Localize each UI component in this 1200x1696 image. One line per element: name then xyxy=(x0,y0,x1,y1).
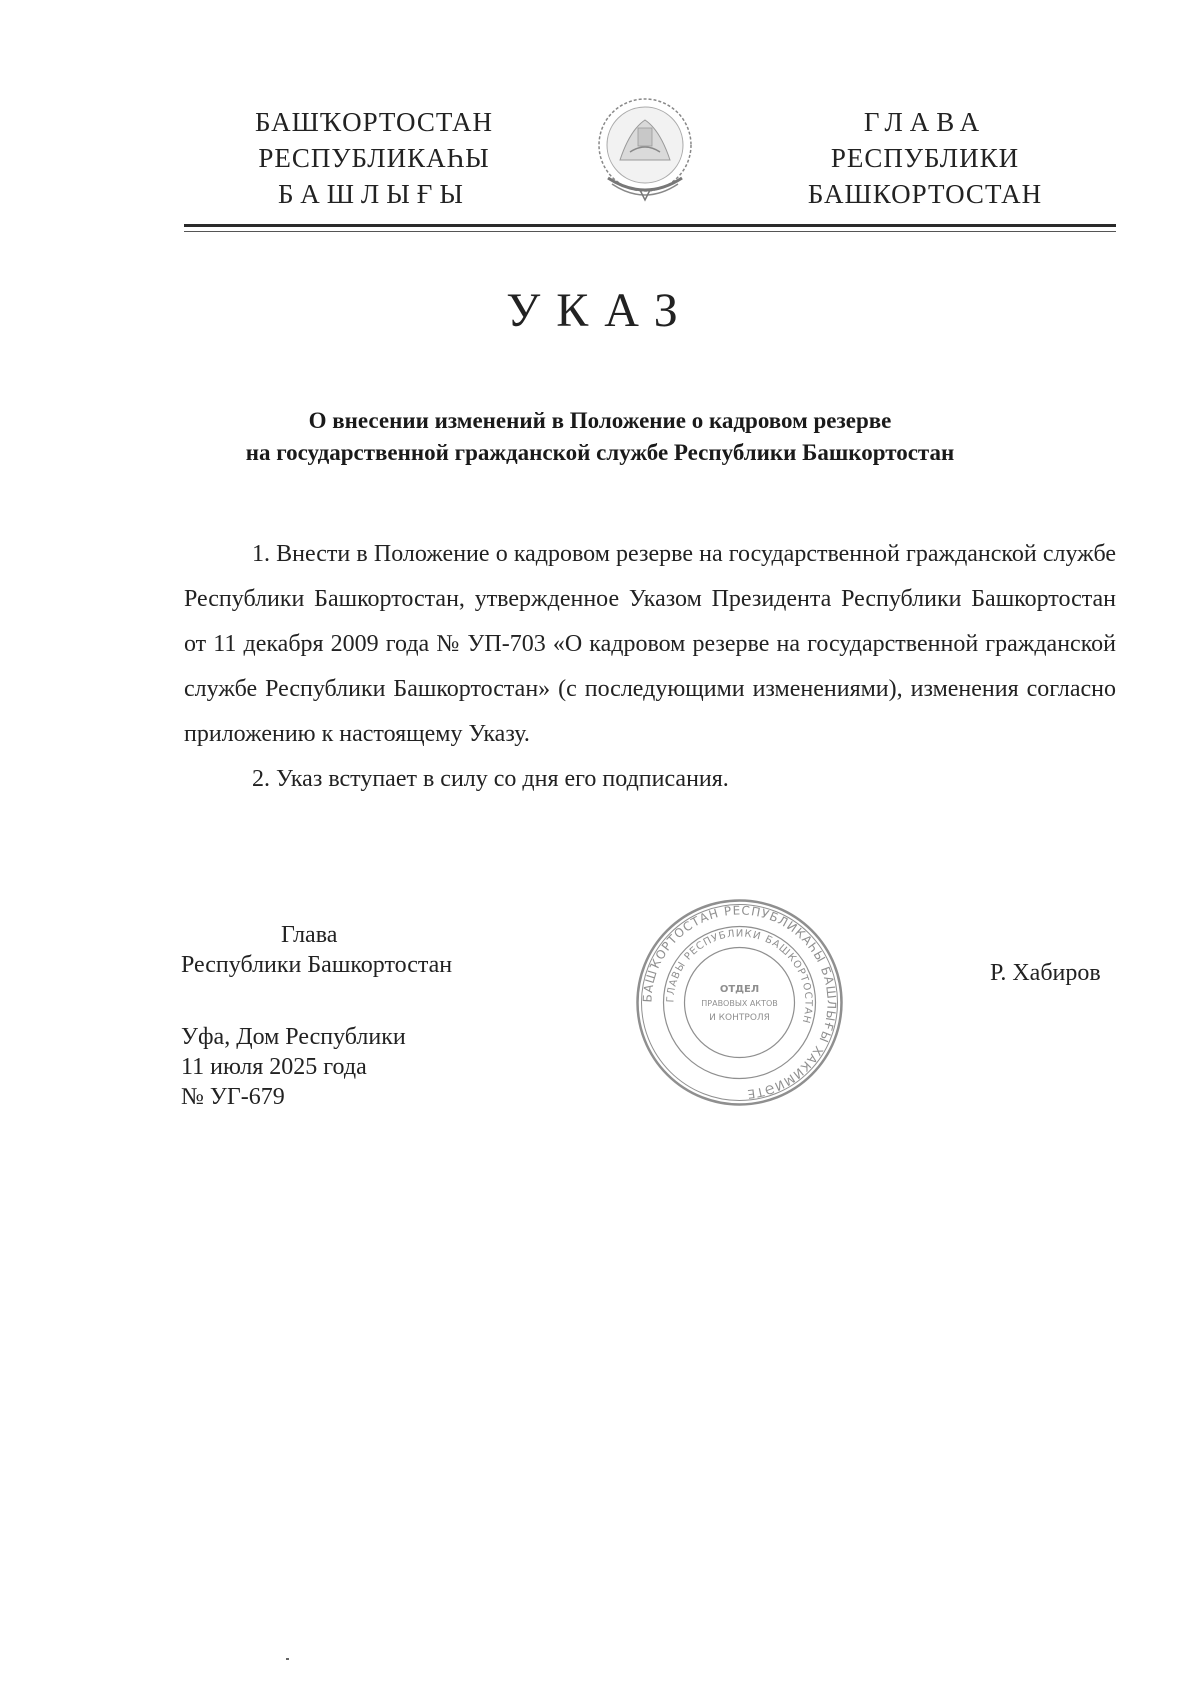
stamp-outer-text: БАШҠОРТОСТАН РЕСПУБЛИКАҺЫ БАШЛЫҒЫ ХАКИМИӘТЕ xyxy=(640,903,839,1102)
signature-position xyxy=(181,920,452,980)
header-right-line3: БАШКОРТОСТАН xyxy=(807,179,1043,209)
header-left-line3: БАШЛЫҒЫ xyxy=(278,179,470,209)
document-meta xyxy=(181,1022,406,1112)
svg-text:ГЛАВЫ РЕСПУБЛИКИ БАШКОРТОСТАН xyxy=(665,928,813,1025)
document-number: № УГ-679 xyxy=(181,1084,285,1110)
signing-date: 11 июля 2025 года xyxy=(181,1054,367,1080)
document-title-line2: на государственной гражданской службе Республики Башкортостан xyxy=(245,440,955,465)
signature-position-line2: Республики Башкортостан xyxy=(181,952,453,978)
scan-speck xyxy=(286,1658,289,1660)
document-title-line1: О внесении изменений в Положение о кадровом резерве xyxy=(308,408,892,433)
header-right-line2: РЕСПУБЛИКИ xyxy=(830,143,1020,173)
header-left-line1: БАШҠОРТОСТАН xyxy=(254,107,494,137)
stamp-center-line1: ОТДЕЛ xyxy=(719,984,760,995)
header-right xyxy=(760,104,1090,212)
paragraph-2: 2. Указ вступает в силу со дня его подписания. xyxy=(252,766,729,792)
document-type: УКАЗ xyxy=(506,284,694,337)
header-divider-thin xyxy=(184,231,1116,232)
header-left-line2: РЕСПУБЛИКАҺЫ xyxy=(258,143,490,173)
paragraph-1: 1. Внести в Положение о кадровом резерве на государственной гражданской службе Республики Башкортостан, утвержденное Указом Президента Республики Башкортостан от 11 декабря 2009 года № УП-703 «О кадровом резерве на государственной гражданской службе Республики Башкортостан» (с последующими изменениями), изменения согласно приложению к настоящему Указу. xyxy=(184,541,1116,747)
signature-position-line1: Глава xyxy=(281,922,338,948)
signer-name: Р. Хабиров xyxy=(990,960,1101,986)
document-title xyxy=(150,405,1050,469)
header-left xyxy=(224,104,524,212)
stamp-center-line2: ПРАВОВЫХ АКТОВ xyxy=(701,999,778,1008)
stamp-inner-text: ГЛАВЫ РЕСПУБЛИКИ БАШКОРТОСТАН xyxy=(665,928,814,1026)
signing-place: Уфа, Дом Республики xyxy=(181,1024,406,1050)
official-stamp-seal xyxy=(632,895,847,1110)
document-body xyxy=(184,532,1116,802)
header-right-line1: ГЛАВА xyxy=(863,107,987,137)
coat-of-arms-emblem-icon xyxy=(590,90,700,210)
stamp-center-line3: И КОНТРОЛЯ xyxy=(709,1013,770,1023)
header-divider-thick xyxy=(184,224,1116,227)
